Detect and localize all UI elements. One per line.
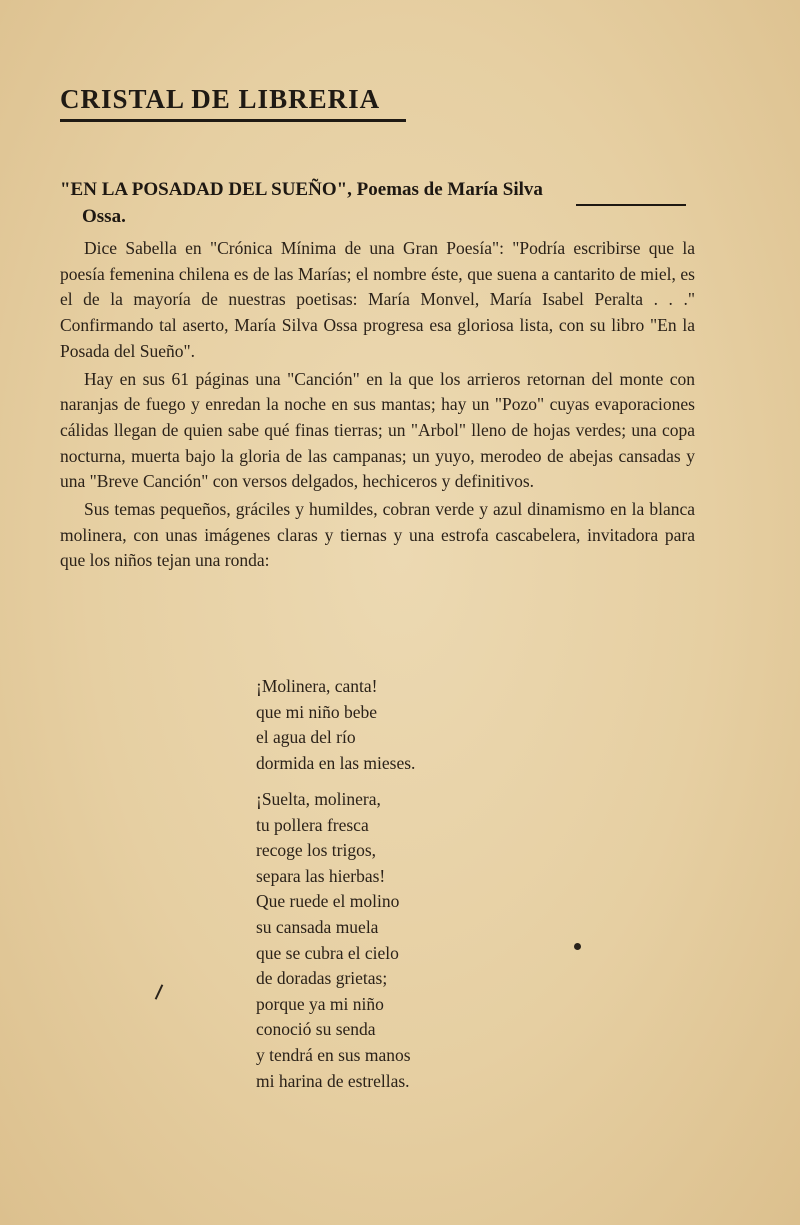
section-title: CRISTAL DE LIBRERIA <box>60 84 406 122</box>
poem-line: recoge los trigos, <box>256 840 377 861</box>
article-title <box>60 176 695 230</box>
paragraph: Hay en sus 61 páginas una "Canción" en la que los arrieros retornan del monte con naranjas de fuego y enredan la noche en sus mantas; hay un "Pozo" cuyas evaporaciones cálidas llegan de quien sabe qué finas tierras; un "Arbol" lleno de hojas verdes; una copa nocturna, muerta bajo la gloria de las campanas; un yuyo, merodeo de abejas cansadas y una "Breve Canción" con versos delgados, hechiceros y definitivos. <box>60 368 695 492</box>
ink-mark <box>155 984 164 999</box>
poem-line: dormida en las mieses. <box>256 752 416 773</box>
paragraph: Dice Sabella en "Crónica Mínima de una Gran Poesía": "Podría escribirse que la poesía femenina chilena es de las Marías; el nombre éste, que suena a cantarito de miel, es el de la mayoría de nuestras poetisas: María Monvel, María Isabel Peralta . . ." Confirmando tal aserto, María Silva Ossa progresa esa gloriosa lista, con su libro "En la Posada del Sueño". <box>60 238 695 361</box>
poem-line: ¡Molinera, canta! <box>256 676 378 696</box>
poem-line: su cansada muela <box>256 916 379 937</box>
poem-line: tu pollera fresca <box>256 814 369 835</box>
poem-line: que se cubra el cielo <box>256 942 399 963</box>
ink-speck <box>574 943 581 950</box>
article-title-line-2: Ossa. <box>82 206 126 227</box>
poem-line: separa las hierbas! <box>256 865 386 886</box>
review-body <box>60 236 695 576</box>
poem-line: Que ruede el molino <box>256 891 400 912</box>
poem-line: conoció su senda <box>256 1019 376 1040</box>
paragraph: Sus temas pequeños, gráciles y humildes, cobran verde y azul dinamismo en la blanca molinera, con unas imágenes claras y tiernas y una estrofa cascabelera, invitadora para que los niños tejan una ronda: <box>60 499 695 571</box>
poem-line: de doradas grietas; <box>256 968 388 989</box>
poem-stanza-1 <box>256 674 556 776</box>
poem-line: que mi niño bebe <box>256 701 378 722</box>
poem-line: mi harina de estrellas. <box>256 1070 410 1091</box>
poem-line: porque ya mi niño <box>256 993 384 1014</box>
author-underline <box>576 204 686 206</box>
poem-line: ¡Suelta, molinera, <box>256 789 381 809</box>
article-title-line-1: "EN LA POSADAD DEL SUEÑO", Poemas de María Silva <box>60 179 543 200</box>
poem-line: y tendrá en sus manos <box>256 1044 411 1065</box>
poem-stanza-2 <box>256 787 556 1094</box>
poem-line: el agua del río <box>256 727 356 748</box>
